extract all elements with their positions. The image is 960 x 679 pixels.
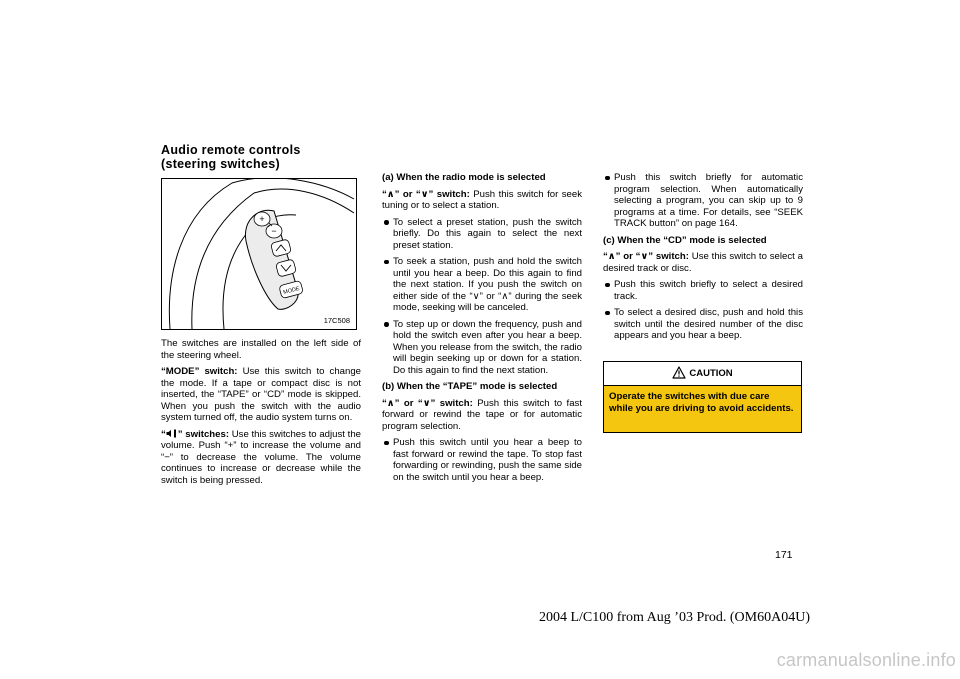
section-title (161, 143, 381, 171)
figure-mode-label: MODE (282, 285, 301, 296)
watermark: carmanualsonline.info (776, 650, 956, 670)
radio-bullet-list (382, 217, 582, 377)
caution-box (603, 361, 802, 433)
radio-switch-paragraph (382, 189, 582, 212)
section-title-line1: Audio remote controls (161, 143, 301, 157)
middle-column (382, 172, 582, 488)
radio-switch-text: Push this switch for seek tuning or to select a station. (382, 188, 582, 211)
down-arrow-icon: ∨ (640, 251, 649, 262)
caution-text: Operate the switches with due care while you are driving to avoid accidents. (609, 391, 794, 414)
volume-switch-label: ” switches: (177, 428, 230, 440)
list-item: To select a preset station, push the switch briefly. Do this again to select the next preset station. (382, 217, 582, 252)
list-item: Push this switch until you hear a beep to fast forward or rewind the tape. To stop fast forwarding or rewinding, push the same side on the switch until you hear a beep. (382, 437, 582, 483)
down-arrow-icon: ∨ (420, 188, 429, 200)
svg-text:−: − (271, 226, 277, 236)
cd-or-text: ” or “ (615, 251, 641, 262)
left-column (161, 338, 361, 491)
tape-bullet-list-continued (603, 172, 803, 230)
up-arrow-icon: ∧ (386, 188, 395, 200)
steering-switch-figure (161, 178, 357, 330)
right-column (603, 172, 803, 347)
radio-mode-heading: (a) When the radio mode is selected (382, 172, 546, 183)
list-item: To select a desired disc, push and hold this switch until the desired number of the disc appears and you hear a beep. (603, 307, 803, 342)
tape-switch-text: Push this switch to fast forward or rewind the tape or for automatic program selection. (382, 397, 583, 432)
list-item: To step up or down the frequency, push and hold the switch even after you hear a beep. When you release from the switch, the radio will begin seeking up or down for a station. Do this again to find the next station. (382, 319, 582, 377)
cd-quote-open: “ (603, 251, 608, 262)
tape-bullet-list (382, 437, 582, 483)
warning-triangle-icon (672, 366, 686, 379)
caution-title: CAUTION (689, 368, 733, 379)
cd-switch-label: ” switch: (648, 251, 689, 262)
list-item: To seek a station, push and hold the switch until you hear a beep. Do this again to find the next station. If you push the switch on either side of the “∨” or “∧” during the seek mode, seeking will be canceled. (382, 256, 582, 314)
tape-mode-heading: (b) When the “TAPE” mode is selected (382, 381, 558, 392)
cd-mode-heading: (c) When the “CD” mode is selected (603, 234, 767, 246)
section-title-line2: (steering switches) (161, 157, 280, 171)
cd-switch-paragraph (603, 251, 803, 274)
tape-or-text: ” or “ (394, 397, 423, 409)
cd-bullet-list (603, 279, 803, 342)
mode-switch-paragraph (161, 366, 361, 424)
volume-switch-text: Use this switches to adjust the volume. Push “+” to increase the volume and “−” to decrease the volume. The volume continues to increase or decrease while the switch is being pressed. (161, 428, 361, 486)
radio-quote-open: “ (382, 188, 387, 200)
svg-text:+: + (259, 214, 265, 224)
cd-switch-text: Use this switch to select a desired track or disc. (603, 251, 803, 274)
footer-text: 2004 L/C100 from Aug ’03 Prod. (OM60A04U) (538, 610, 810, 625)
radio-switch-label: ” switch: (428, 188, 470, 200)
tape-quote-open: “ (382, 397, 387, 409)
figure-code: 17C508 (323, 316, 350, 325)
volume-icon (166, 429, 178, 438)
volume-switch-paragraph (161, 429, 361, 487)
up-arrow-icon: ∧ (607, 251, 616, 262)
mode-switch-text: Use this switch to change the mode. If a tape or compact disc is not inserted, the “TAPE” or “CD” mode is skipped. When you push the switch with the audio system turned off, the audio system turns on. (161, 366, 361, 423)
page-number: 171 (775, 549, 793, 561)
list-item: Push this switch briefly for automatic program selection. When automatically selecting a program, you can skip up to 9 programs at a time. For details, see “SEEK TRACK button” on page 164. (603, 172, 803, 230)
tape-switch-paragraph (382, 398, 582, 433)
tape-switch-label: ” switch: (430, 397, 473, 409)
steering-switch-illustration (162, 179, 356, 329)
list-item: Push this switch briefly to select a desired track. (603, 279, 803, 302)
volume-quote-open: “ (161, 428, 166, 440)
down-arrow-icon: ∨ (422, 397, 431, 409)
caution-header (604, 362, 801, 386)
radio-or-text: ” or “ (394, 188, 421, 200)
up-arrow-icon: ∧ (386, 397, 395, 409)
mode-switch-label: “MODE” switch: (161, 366, 238, 377)
intro-paragraph: The switches are installed on the left side of the steering wheel. (161, 338, 361, 361)
